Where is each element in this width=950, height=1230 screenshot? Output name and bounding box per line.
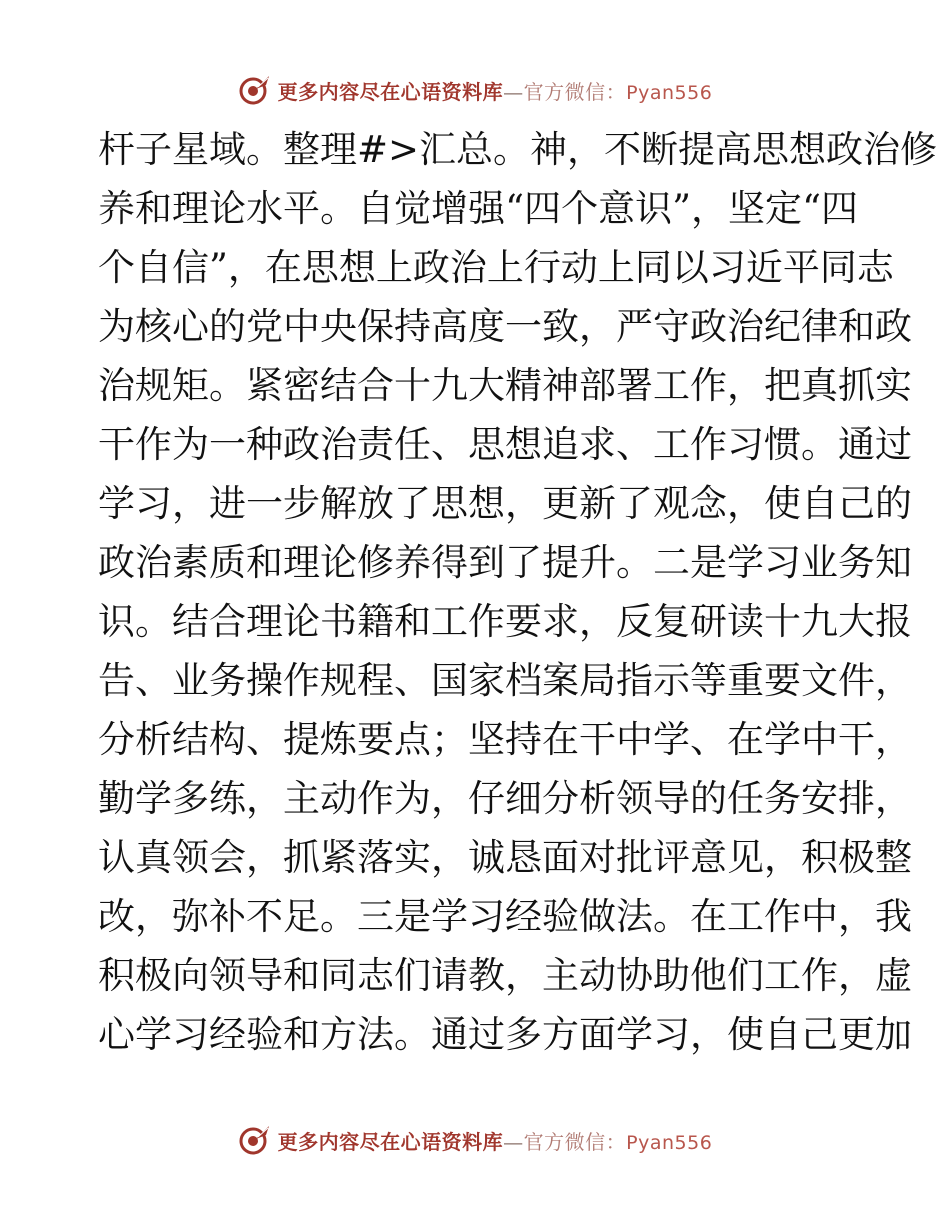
watermark-text bbox=[278, 1126, 713, 1155]
text-line: 干作为一种政治责任、思想追求、工作习惯。通过 bbox=[98, 423, 912, 466]
watermark-label: 官方微信： bbox=[523, 1129, 627, 1154]
text-line: 分析结构、提炼要点；坚持在干中学、在学中干， bbox=[98, 718, 912, 761]
text-line: 个自信”，在思想上政治上行动上同以习近平同志 bbox=[98, 246, 894, 289]
text-line: 认真领会，抓紧落实，诚恳面对批评意见，积极整 bbox=[98, 836, 912, 879]
text-line: 勤学多练，主动作为，仔细分析领导的任务安排， bbox=[98, 777, 912, 820]
text-line: 积极向领导和同志们请教，主动协助他们工作，虚 bbox=[98, 954, 912, 997]
watermark-handle: Pyan556 bbox=[626, 1131, 713, 1154]
text-line: 告、业务操作规程、国家档案局指示等重要文件， bbox=[98, 659, 912, 702]
text-line: 心学习经验和方法。通过多方面学习，使自己更加 bbox=[98, 1013, 912, 1056]
watermark-handle: Pyan556 bbox=[626, 81, 713, 104]
watermark-lead: 更多内容尽在心语资料库 bbox=[277, 79, 504, 104]
text-line: 政治素质和理论修养得到了提升。二是学习业务知 bbox=[98, 541, 912, 584]
watermark-dash: — bbox=[503, 79, 524, 104]
watermark-text bbox=[278, 76, 713, 105]
document-body bbox=[98, 120, 938, 1064]
footer-watermark bbox=[0, 1120, 950, 1160]
header-watermark bbox=[0, 70, 950, 110]
text-line: 识。结合理论书籍和工作要求，反复研读十九大报 bbox=[98, 600, 912, 643]
text-line: 改，弥补不足。三是学习经验做法。在工作中，我 bbox=[98, 895, 912, 938]
text-line: 治规矩。紧密结合十九大精神部署工作，把真抓实 bbox=[98, 364, 912, 407]
text-line: 养和理论水平。自觉增强“四个意识”，坚定“四 bbox=[98, 187, 858, 230]
text-line: 为核心的党中央保持高度一致，严守政治纪律和政 bbox=[98, 305, 912, 348]
watermark-label: 官方微信： bbox=[523, 79, 627, 104]
watermark-dash: — bbox=[503, 1129, 524, 1154]
watermark-lead: 更多内容尽在心语资料库 bbox=[277, 1129, 504, 1154]
text-line: 学习，进一步解放了思想，更新了观念，使自己的 bbox=[98, 482, 912, 525]
quill-logo-icon bbox=[238, 1123, 272, 1157]
quill-logo-icon bbox=[238, 73, 272, 107]
text-line: 杆子星域。整理#>汇总。神，不断提高思想政治修 bbox=[98, 128, 938, 171]
